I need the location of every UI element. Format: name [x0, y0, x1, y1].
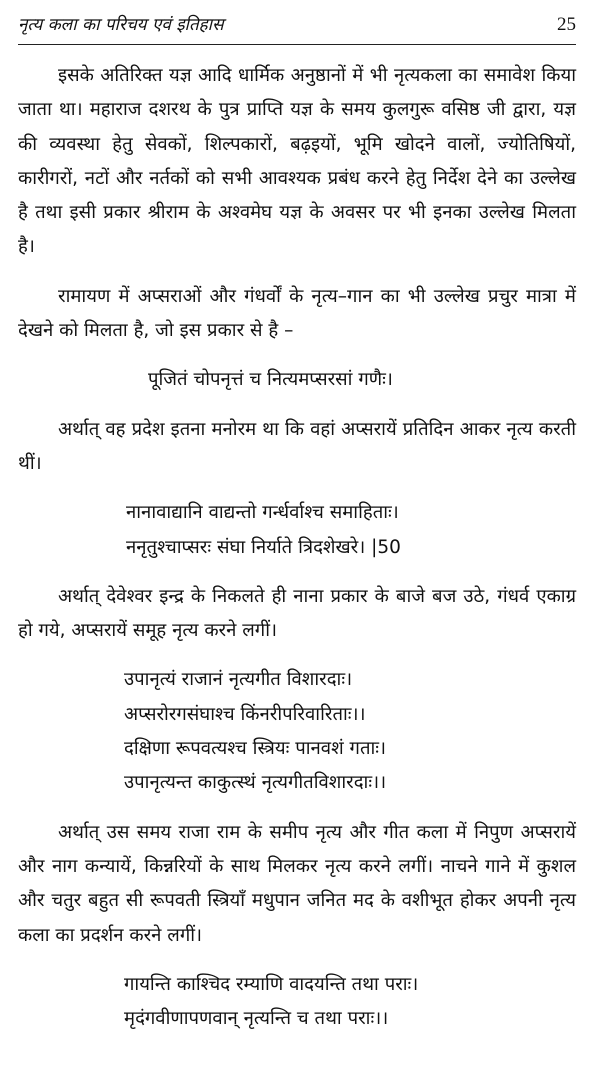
paragraph-yajna: इसके अतिरिक्त यज्ञ आदि धार्मिक अनुष्ठानों में भी नृत्यकला का समावेश किया जाता था। महाराज दशरथ के पुत्र प्राप्ति यज्ञ के समय कुलगुरू वसिष्ठ जी द्वारा, यज्ञ की व्यवस्था हेतु सेवकों, शिल्पकारों, बढ़इयों, भूमि खोदने वालों, ज्योतिषियों, कारीगरों, नटों और नर्तकों को सभी आवश्यक प्रबंध करने हेतु निर्देश देने का उल्लेख है तथा इसी प्रकार श्रीराम के अश्वमेघ यज्ञ के अवसर पर भी इनका उल्लेख मिलता है। [18, 65, 576, 258]
verse-block-4 [18, 968, 576, 1037]
paragraph-meaning-3: अर्थात् उस समय राजा राम के समीप नृत्य और गीत कला में निपुण अप्सरायें और नाग कन्यायें, किन्नरियों के साथ मिलकर नृत्य करने लगीं। नाचने गाने में कुशल और चतुर बहुत सी रूपवती स्त्रियाँ मधुपान जनित मद के वशीभूत होकर अपनी नृत्य कला का प्रदर्शन करने लगीं। [18, 821, 576, 946]
page-number: 25 [557, 14, 576, 35]
paragraph-meaning-2: अर्थात् देवेश्वर इन्द्र के निकलते ही नाना प्रकार के बाजे बज उठे, गंधर्व एकाग्र हो गये, अप्सरायें समूह नृत्य करने लगीं। [18, 585, 576, 642]
verse-line: उपानृत्यन्त काकुत्स्थं नृत्यगीतविशारदाः।। [124, 772, 387, 794]
running-header [18, 12, 576, 45]
verse-line: नानावाद्यानि वाद्यन्तो गर्न्धर्वाश्च समाहिताः। [126, 502, 399, 524]
verse-line: दक्षिणा रूपवत्यश्च स्त्रियः पानवशं गताः। [124, 738, 387, 760]
paragraph-ramayana-intro: रामायण में अप्सराओं और गंधर्वों के नृत्य–गान का भी उल्लेख प्रचुर मात्रा में देखने को मिलता है, जो इस प्रकार से है – [18, 285, 576, 342]
verse-line: उपानृत्यं राजानं नृत्यगीत विशारदाः। [124, 669, 353, 691]
verse-block-2 [18, 496, 576, 565]
paragraph-meaning-1: अर्थात् वह प्रदेश इतना मनोरम था कि वहां अप्सरायें प्रतिदिन आकर नृत्य करती थीं। [18, 418, 576, 474]
verse-line: मृदंगवीणापणवान् नृत्यन्ति च तथा पराः।। [124, 1008, 389, 1030]
verse-line: गायन्ति काश्चिद रम्याणि वादयन्ति तथा पराः। [124, 973, 419, 995]
verse-block-3 [18, 663, 576, 800]
chapter-title: नृत्य कला का परिचय एवं इतिहास [18, 15, 224, 35]
verse-block-1 [18, 363, 576, 397]
verse-line: ननृतुश्चाप्सरः संघा निर्याते त्रिदशेखरे। |50 [126, 536, 401, 558]
verse-line: पूजितं चोपनृत्तं च नित्यमप्सरसां गणैः। [148, 369, 393, 391]
verse-line: अप्सरोरगसंघाश्च किंनरीपरिवारिताः।। [124, 703, 366, 725]
